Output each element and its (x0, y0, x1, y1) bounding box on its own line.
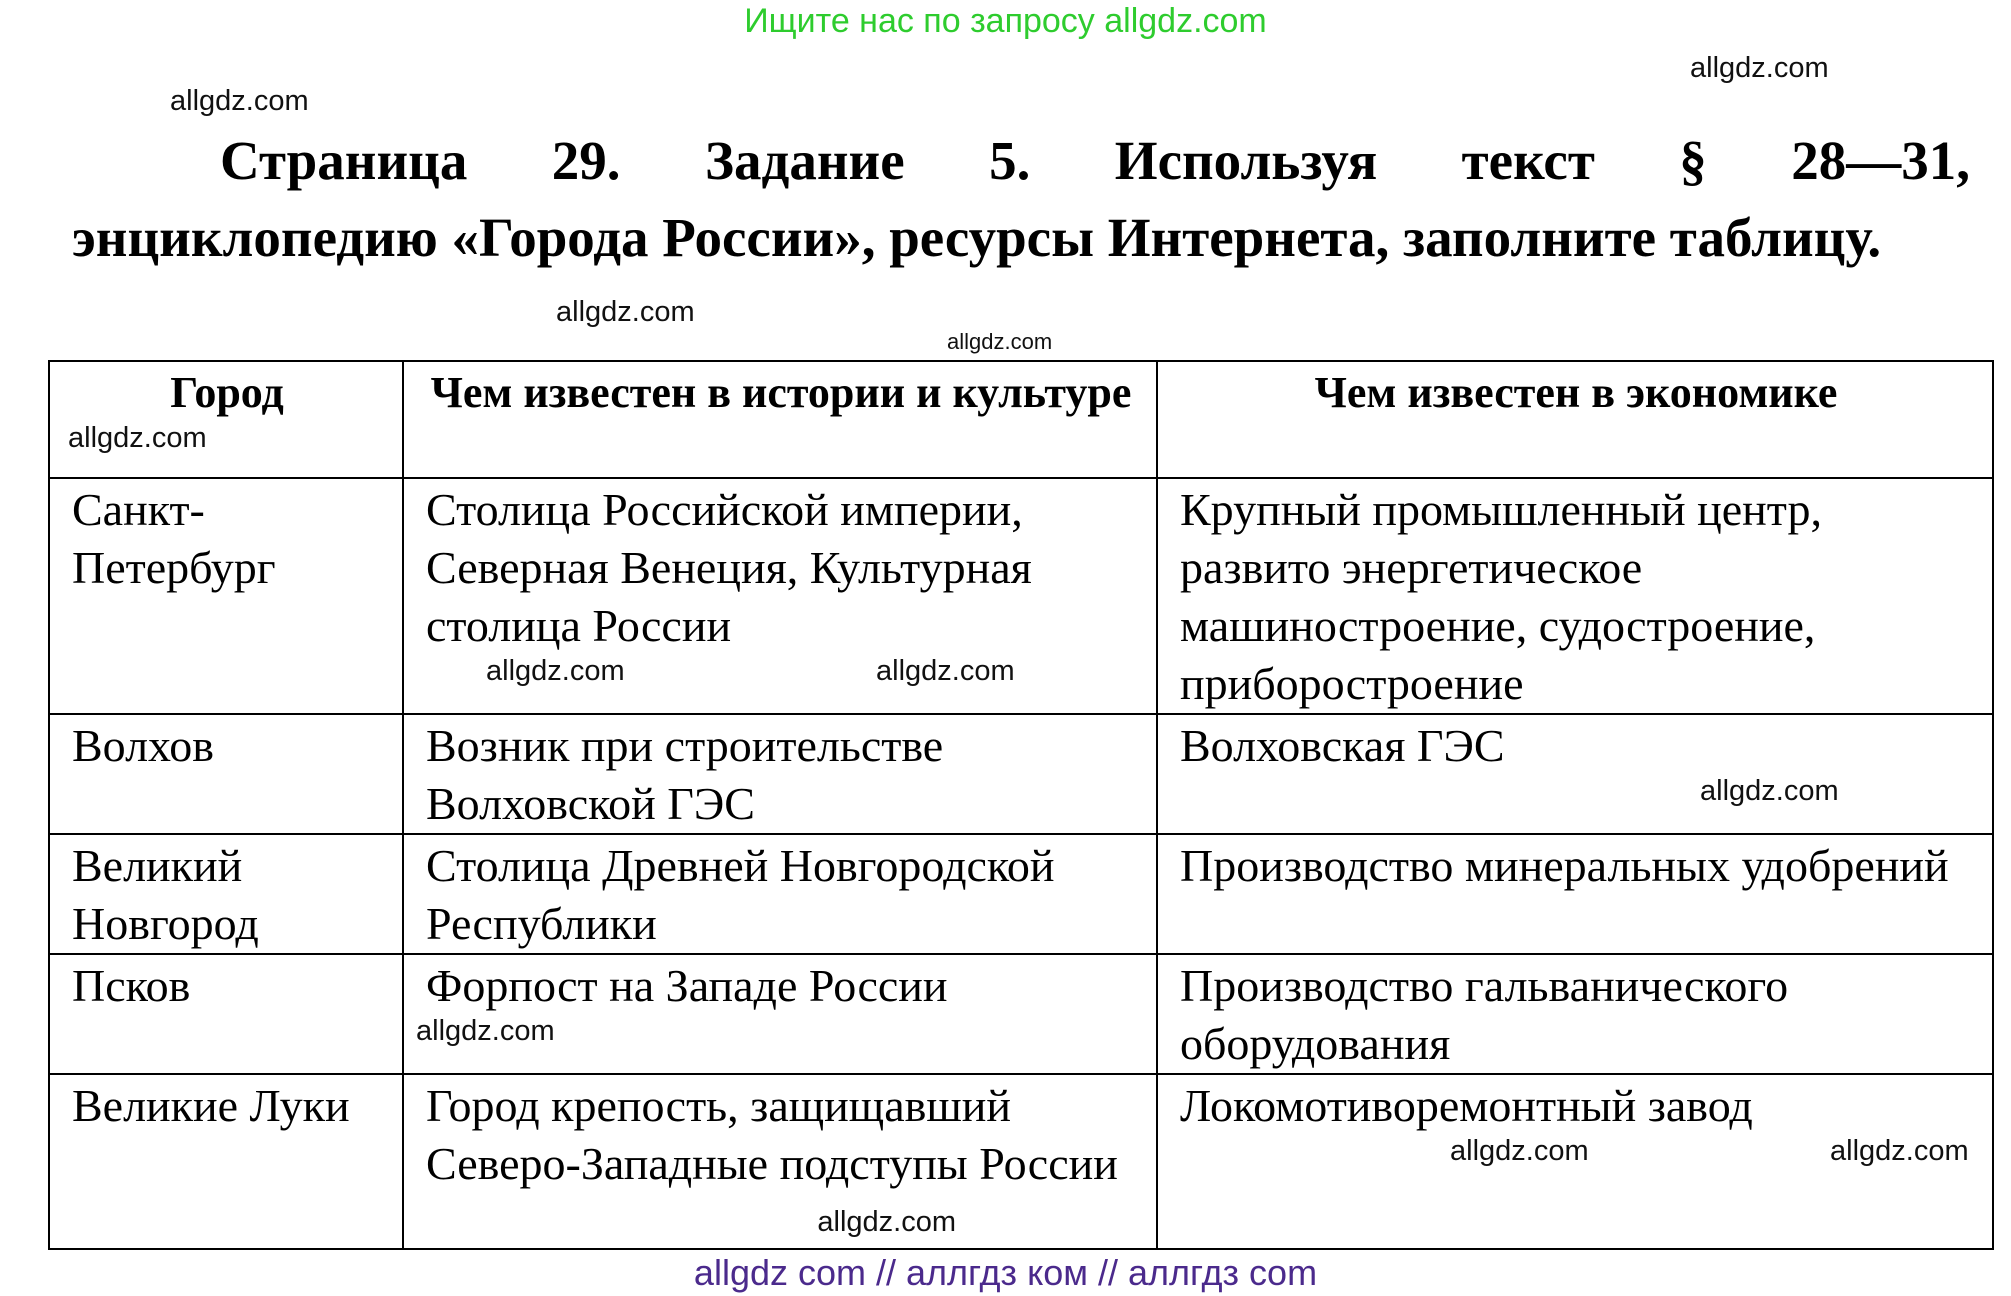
table-header-row (49, 361, 1993, 478)
cell-economy: Производство гальванического оборудования (1157, 954, 1993, 1074)
watermark-row (1180, 1135, 1972, 1167)
watermark: allgdz.com (556, 296, 695, 328)
cell-economy-text: Волховская ГЭС (1180, 720, 1505, 771)
watermark: allgdz.com (817, 1206, 956, 1238)
cell-economy-text: Локомотиворемонтный завод (1180, 1080, 1753, 1131)
watermark-row (1180, 775, 1972, 807)
watermark: allgdz.com (416, 1015, 555, 1047)
title-line-1: Страница 29. Задание 5. Используя текст § 28—31, (220, 130, 1970, 191)
title-rest: энциклопедию «Города России», ресурсы Интернета, заполните таблицу. (72, 207, 1882, 268)
table-row (49, 1074, 1993, 1249)
watermark: allgdz.com (1450, 1135, 1589, 1167)
cell-history-text: Столица Российской империи, Северная Венеция, Культурная столица России (426, 484, 1032, 651)
watermark: allgdz.com (1830, 1135, 1969, 1167)
footer-watermark: allgdz com // аллгдз ком // аллгдз com (693, 1252, 1318, 1293)
header-economy: Чем известен в экономике (1157, 361, 1993, 478)
task-title (72, 122, 1970, 276)
cities-table (48, 360, 1994, 1250)
cell-history (403, 954, 1157, 1074)
watermark: allgdz.com (68, 422, 207, 454)
table-row (49, 834, 1993, 954)
cell-history-text: Форпост на Западе России (426, 960, 948, 1011)
cell-city: Псков (49, 954, 403, 1074)
cell-history: Возник при строительстве Волховской ГЭС (403, 714, 1157, 834)
cell-economy: Производство минеральных удобрений (1157, 834, 1993, 954)
top-banner: Ищите нас по запросу allgdz.com (744, 2, 1267, 40)
watermark-row (68, 422, 382, 454)
watermark: allgdz.com (876, 655, 1015, 687)
cell-city: Волхов (49, 714, 403, 834)
cell-economy (1157, 714, 1993, 834)
cell-history-text: Город крепость, защищавший Северо-Западные подступы России (426, 1080, 1118, 1189)
header-city-label: Город (170, 368, 284, 417)
watermark: allgdz.com (1690, 52, 1829, 84)
cell-history (403, 1074, 1157, 1249)
watermark: allgdz.com (170, 85, 309, 117)
cell-history (403, 478, 1157, 714)
header-city (49, 361, 403, 478)
cell-economy (1157, 1074, 1993, 1249)
table-row (49, 714, 1993, 834)
cell-city: Санкт-Петербург (49, 478, 403, 714)
watermark: allgdz.com (486, 655, 625, 687)
cell-city: Великий Новгород (49, 834, 403, 954)
header-history: Чем известен в истории и культуре (403, 361, 1157, 478)
table-row (49, 954, 1993, 1074)
watermark: allgdz.com (1700, 775, 1839, 807)
cell-history: Столица Древней Новгородской Республики (403, 834, 1157, 954)
cell-economy: Крупный промышленный центр, развито энергетическое машиностроение, судостроение, приборостроение (1157, 478, 1993, 714)
watermark: allgdz.com (947, 329, 1053, 354)
watermark-row (416, 1015, 1136, 1047)
watermark-row (426, 655, 1136, 687)
cell-city: Великие Луки (49, 1074, 403, 1249)
table-row (49, 478, 1993, 714)
